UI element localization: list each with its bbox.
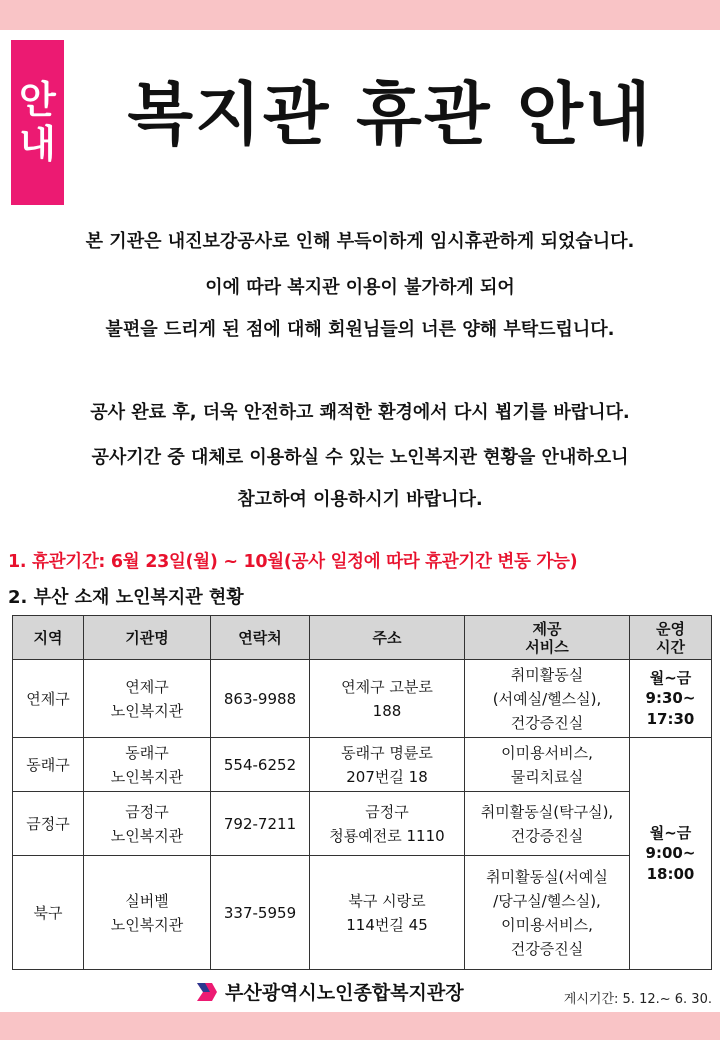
cell-region: 금정구 <box>13 792 84 856</box>
cell-address <box>310 660 465 738</box>
header-phone: 연락처 <box>211 616 310 660</box>
header-hours <box>630 616 712 660</box>
cell-line: 연제구 고분로 <box>341 677 433 696</box>
cell-line: 이미용서비스, <box>501 743 593 762</box>
header-name: 기관명 <box>84 616 211 660</box>
cell-hours <box>630 660 712 738</box>
notice-badge <box>11 40 64 205</box>
top-band <box>0 0 720 30</box>
table-row <box>13 792 712 856</box>
cell-line: 물리치료실 <box>510 767 584 786</box>
table-row <box>13 660 712 738</box>
cell-address <box>310 738 465 792</box>
footer-signature <box>195 978 464 1005</box>
welfare-center-table <box>12 615 712 970</box>
cell-line: 이미용서비스, <box>501 915 593 934</box>
closure-period: 1. 휴관기간: 6월 23일(월) ~ 10월(공사 일정에 따라 휴관기간 변동 가능) <box>8 552 578 572</box>
cell-line: 노인복지관 <box>110 767 184 786</box>
organization-name: 부산광역시노인종합복지관장 <box>225 982 464 1004</box>
cell-line: 207번길 18 <box>346 767 428 786</box>
posting-period: 게시기간: 5. 12.~ 6. 30. <box>563 992 712 1007</box>
cell-line: 취미활동실(서예실 <box>486 867 608 886</box>
cell-services <box>465 792 630 856</box>
cell-line: 노인복지관 <box>110 701 184 720</box>
cell-line: 건강증진실 <box>510 939 584 958</box>
cell-line: 취미활동실(탁구실), <box>480 802 614 821</box>
header-services-line: 서비스 <box>525 637 569 656</box>
header-services-line: 제공 <box>532 619 562 638</box>
cell-line: 노인복지관 <box>110 915 184 934</box>
page-title: 복지관 휴관 안내 <box>127 76 653 155</box>
notice-paragraph-line: 참고하여 이용하시기 바랍니다. <box>237 489 483 510</box>
cell-name <box>84 738 211 792</box>
table-header-row <box>13 616 712 660</box>
badge-line-1: 안 <box>19 77 56 122</box>
cell-line: 114번길 45 <box>346 915 428 934</box>
cell-line: 건강증진실 <box>510 713 584 732</box>
cell-region: 동래구 <box>13 738 84 792</box>
cell-services <box>465 856 630 970</box>
cell-region: 북구 <box>13 856 84 970</box>
cell-name <box>84 792 211 856</box>
cell-line: 실버벨 <box>125 891 169 910</box>
bottom-band <box>0 1012 720 1040</box>
cell-hours <box>630 738 712 970</box>
cell-line: 188 <box>372 701 402 720</box>
cell-line: 금정구 <box>365 802 409 821</box>
cell-line: 18:00 <box>646 864 695 883</box>
cell-line: 월~금 <box>649 824 692 843</box>
cell-line: 금정구 <box>125 802 169 821</box>
badge-line-2: 내 <box>19 121 56 166</box>
notice-paragraph-line: 공사기간 중 대체로 이용하실 수 있는 노인복지관 현황을 안내하오니 <box>91 447 629 468</box>
cell-line: 동래구 <box>125 743 169 762</box>
cell-name <box>84 660 211 738</box>
cell-line: /당구실/헬스실), <box>493 891 601 910</box>
header-hours-line: 운영 <box>656 619 685 638</box>
cell-line: 노인복지관 <box>110 826 184 845</box>
cell-phone: 554-6252 <box>211 738 310 792</box>
header-services <box>465 616 630 660</box>
cell-address <box>310 792 465 856</box>
notice-paragraph-line: 본 기관은 내진보강공사로 인해 부득이하게 임시휴관하게 되었습니다. <box>85 231 635 252</box>
cell-name <box>84 856 211 970</box>
cell-services <box>465 660 630 738</box>
cell-phone: 863-9988 <box>211 660 310 738</box>
cell-line: 청룡예전로 1110 <box>329 826 445 845</box>
organization-logo-icon <box>195 980 219 1004</box>
cell-line: 연제구 <box>125 677 169 696</box>
table-row <box>13 856 712 970</box>
notice-paragraph-line: 이에 따라 복지관 이용이 불가하게 되어 <box>205 277 515 298</box>
cell-line: 북구 시랑로 <box>348 891 426 910</box>
cell-region: 연제구 <box>13 660 84 738</box>
notice-paragraph-line: 공사 완료 후, 더욱 안전하고 쾌적한 환경에서 다시 뵙기를 바랍니다. <box>90 402 630 423</box>
cell-line: 동래구 명륜로 <box>341 743 433 762</box>
cell-line: 월~금 <box>649 669 692 688</box>
header-region: 지역 <box>13 616 84 660</box>
cell-address <box>310 856 465 970</box>
cell-line: 9:00~ <box>645 844 696 863</box>
cell-line: 취미활동실 <box>510 665 584 684</box>
section-heading: 2. 부산 소재 노인복지관 현황 <box>8 587 244 608</box>
cell-line: 9:30~ <box>645 689 696 708</box>
cell-phone: 792-7211 <box>211 792 310 856</box>
table-row <box>13 738 712 792</box>
notice-paragraph-line: 불편을 드리게 된 점에 대해 회원님들의 너른 양해 부탁드립니다. <box>105 319 615 340</box>
cell-line: (서예실/헬스실), <box>492 689 602 708</box>
cell-line: 건강증진실 <box>510 826 584 845</box>
cell-line: 17:30 <box>646 709 695 728</box>
header-address: 주소 <box>310 616 465 660</box>
header-hours-line: 시간 <box>656 637 685 656</box>
cell-phone: 337-5959 <box>211 856 310 970</box>
cell-services <box>465 738 630 792</box>
